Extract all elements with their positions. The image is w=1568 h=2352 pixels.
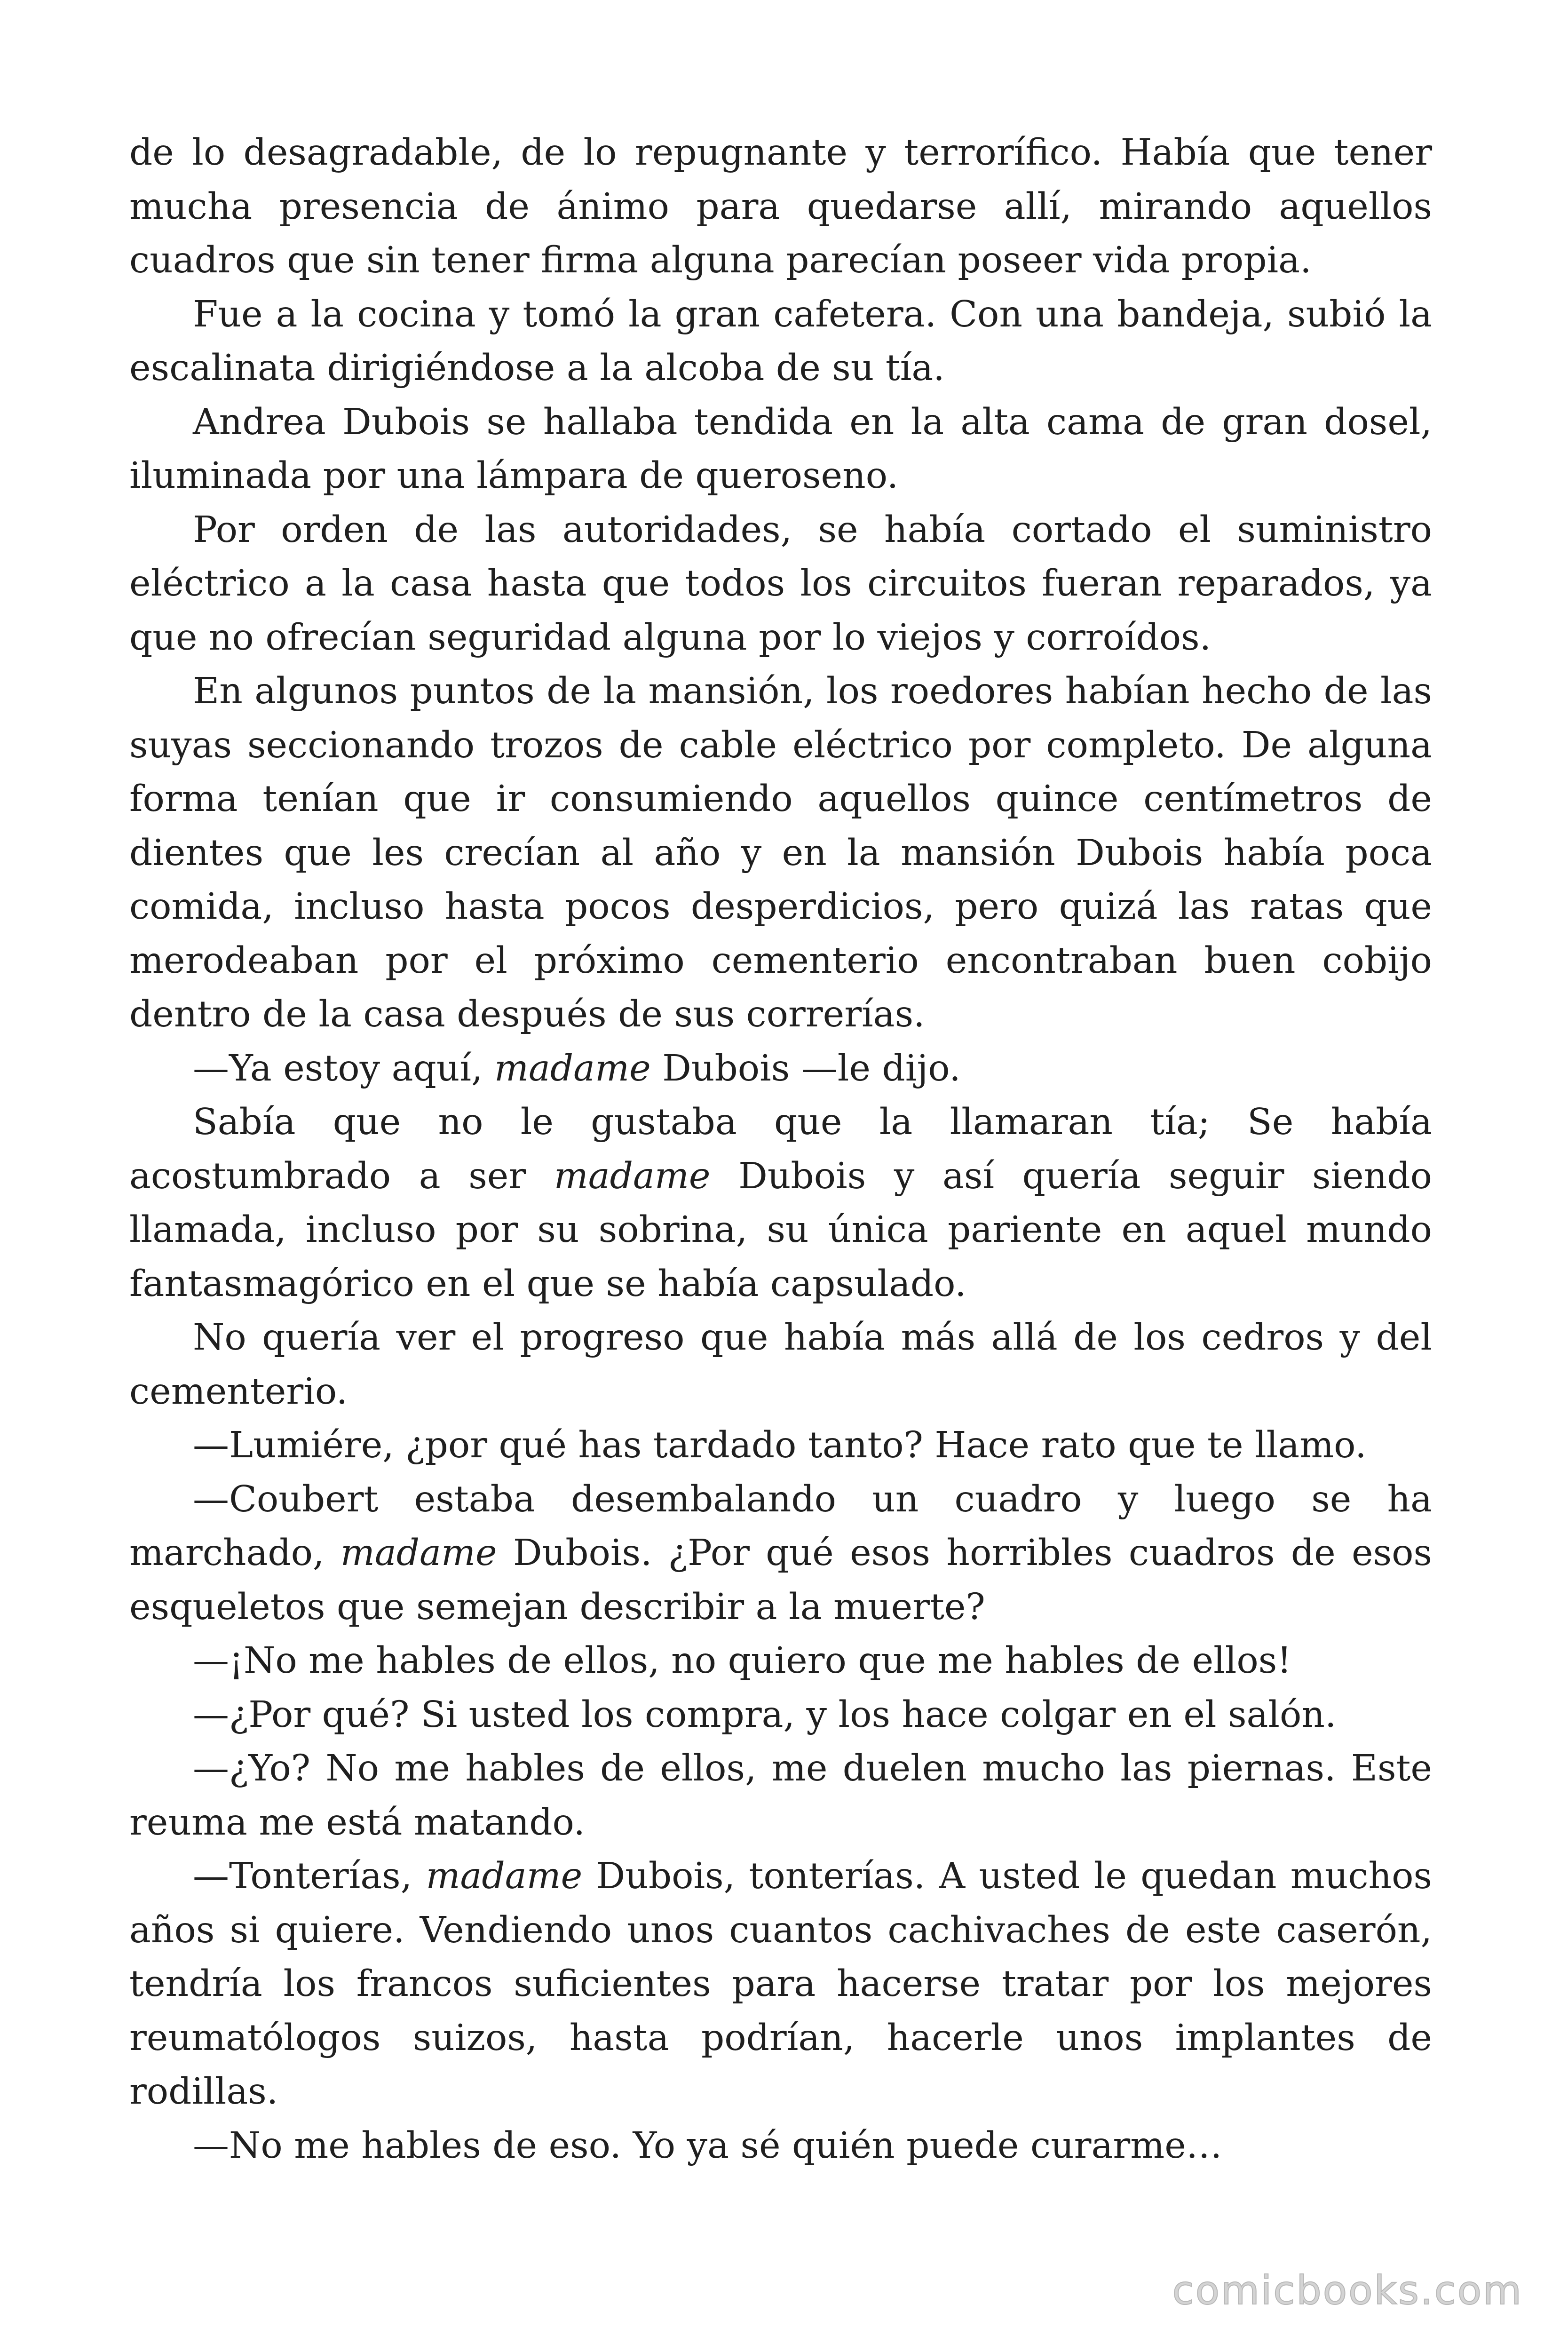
paragraph-7	[129, 1096, 1432, 1311]
paragraph-6-emphasis: madame	[494, 1047, 651, 1089]
paragraph-6	[129, 1042, 1432, 1096]
paragraph-7-emphasis: madame	[554, 1155, 711, 1197]
paragraph-7-part-a: Sabía que no le gustaba que la llamaran tía; Se había acostumbrado a ser	[129, 1101, 1432, 1197]
paragraph-12: —¿Por qué? Si usted los compra, y los hace colgar en el salón.	[193, 1693, 1337, 1736]
paragraph-1: de lo desagradable, de lo repugnante y terrorífico. Había que tener mucha presencia de ánimo para quedarse allí, mirando aquellos cuadros que sin tener firma alguna parecían poseer vida propia.	[129, 132, 1432, 281]
paragraph-9: —Lumiére, ¿por qué has tardado tanto? Hace rato que te llamo.	[193, 1424, 1367, 1466]
paragraph-5: En algunos puntos de la mansión, los roedores habían hecho de las suyas seccionando trozos de cable eléctrico por completo. De alguna forma tenían que ir consumiendo aquellos quince centímetros de dientes que les crecían al año y en la mansión Dubois había poca comida, incluso hasta pocos desperdicios, pero quizá las ratas que merodeaban por el próximo cementerio encontraban buen cobijo dentro de la casa después de sus correrías.	[129, 670, 1432, 1035]
paragraph-6-part-a: —Ya estoy aquí,	[193, 1047, 494, 1089]
paragraph-8: No quería ver el progreso que había más allá de los cedros y del cementerio.	[129, 1317, 1432, 1413]
paragraph-10-part-a: —Coubert estaba desembalando un cuadro y luego se ha marchado,	[129, 1478, 1432, 1574]
paragraph-10	[129, 1473, 1432, 1635]
paragraph-14-part-a: —Tonterías,	[193, 1855, 426, 1897]
paragraph-3: Andrea Dubois se hallaba tendida en la alta cama de gran dosel, iluminada por una lámpara de queroseno.	[129, 401, 1432, 497]
paragraph-7-part-b: Dubois y así quería seguir siendo llamada, incluso por su sobrina, su única pariente en aquel mundo fantasmagórico en el que se había capsulado.	[129, 1155, 1432, 1305]
paragraph-11: —¡No me hables de ellos, no quiero que me hables de ellos!	[193, 1640, 1292, 1682]
paragraph-14	[129, 1850, 1432, 2119]
paragraph-4: Por orden de las autoridades, se había cortado el suministro eléctrico a la casa hasta que todos los circuitos fueran reparados, ya que no ofrecían seguridad alguna por lo viejos y corroídos.	[129, 509, 1432, 659]
watermark: comicbooks.com	[1172, 2267, 1523, 2313]
body-text	[129, 126, 1432, 2173]
paragraph-14-part-b: Dubois, tonterías. A usted le quedan muchos años si quiere. Vendiendo unos cuantos cachivaches de este caserón, tendría los francos suficientes para hacerse tratar por los mejores reumatólogos suizos, hasta podrían, hacerle unos implantes de rodillas.	[129, 1855, 1432, 2113]
paragraph-14-emphasis: madame	[426, 1855, 583, 1897]
paragraph-13: —¿Yo? No me hables de ellos, me duelen mucho las piernas. Este reuma me está matando.	[129, 1748, 1432, 1843]
paragraph-10-part-b: Dubois. ¿Por qué esos horribles cuadros de esos esqueletos que semejan describir a la muerte?	[129, 1532, 1432, 1628]
paragraph-10-emphasis: madame	[340, 1532, 497, 1574]
paragraph-15: —No me hables de eso. Yo ya sé quién puede curarme…	[193, 2124, 1222, 2167]
paragraph-2: Fue a la cocina y tomó la gran cafetera. Con una bandeja, subió la escalinata dirigiéndose a la alcoba de su tía.	[129, 293, 1432, 389]
paragraph-6-part-b: Dubois —le dijo.	[650, 1047, 961, 1089]
